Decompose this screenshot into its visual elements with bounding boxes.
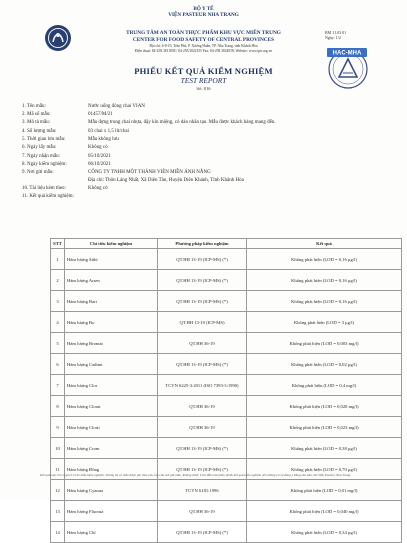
row-criteria: Hàm lượng Đồng	[65, 459, 158, 480]
row-result: Không phát hiện (LOD = 0,02 µg/l)	[247, 354, 402, 375]
row-criteria: Hàm lượng Bo	[65, 312, 158, 333]
results-table	[50, 238, 402, 543]
info-value: Địa chỉ: Thôn Láng Nhất, Xã Diên Tân, Huyện Diên Khánh, Tỉnh Khánh Hòa	[88, 178, 244, 183]
table-row	[51, 312, 402, 333]
row-criteria: Hàm lượng Fluorua	[65, 501, 158, 522]
info-line	[22, 194, 394, 200]
info-line	[22, 129, 394, 135]
report-subtitle: TEST REPORT	[180, 76, 227, 85]
row-method: QT.HH 36-19	[158, 501, 247, 522]
info-line	[22, 186, 394, 192]
header-criteria: Chỉ tiêu kiểm nghiệm	[65, 239, 158, 249]
row-method: QT.HH 13-19 (ICP-MS) (*)	[158, 270, 247, 291]
table-row	[51, 249, 402, 270]
info-line	[22, 178, 394, 184]
row-result: Không phát hiện (LOD = 0,16 µg/l)	[247, 270, 402, 291]
row-result: Không phát hiện (LOD = 0,040 mg/l)	[247, 501, 402, 522]
info-value: 05/10/2021	[88, 154, 111, 159]
row-method: QT.HH 13-19 (ICP-MS) (*)	[158, 354, 247, 375]
info-label: 6. Ngày lấy mẫu:	[22, 145, 57, 150]
row-criteria: Hàm lượng Stibi	[65, 249, 158, 270]
row-criteria: Hàm lượng Cadimi	[65, 354, 158, 375]
center-contact: Điện thoại: 84-258.3811838 / 84-258.3822355 Fax: 84-258.3824058; Website: www.ipn.org.vn	[134, 49, 273, 53]
table-row	[51, 354, 402, 375]
table-header-row	[51, 239, 402, 249]
table-row	[51, 333, 402, 354]
row-result: Không phát hiện (LOD = 0,003 mg/l)	[247, 333, 402, 354]
table-row	[51, 480, 402, 501]
info-line	[22, 104, 394, 110]
row-method: QT.HH 36-19	[158, 333, 247, 354]
header-stt: STT	[51, 239, 65, 249]
report-footnote: Kết quả này chỉ có giá trị trên mẫu kiểm nghiệm. Thông tin về mẫu được ghi theo yêu cầu của nơi gửi mẫu. Không được trích dẫn một phần phiếu kết quả kiểm nghiệm nếu không có sự đồng ý bằng văn bản của Viện Pasteur Nha Trang.	[40, 473, 352, 477]
table-row	[51, 501, 402, 522]
row-stt: 10	[51, 438, 65, 459]
info-line	[22, 112, 394, 118]
row-method: QT.HH 13-19 (ICP-MS)	[158, 312, 247, 333]
row-result: Không phát hiện (LOD = 3 µg/l)	[247, 312, 402, 333]
row-result: Không phát hiện (LOD = 0,01 mg/l)	[247, 480, 402, 501]
info-line	[22, 170, 394, 176]
row-stt: 11	[51, 459, 65, 480]
row-method: QT.HH 36-19	[158, 417, 247, 438]
row-stt: 14	[51, 522, 65, 543]
row-criteria: Hàm lượng Bari	[65, 291, 158, 312]
row-result: Không phát hiện (LOD = 0,028 mg/l)	[247, 396, 402, 417]
header-method: Phương pháp kiểm nghiệm	[158, 239, 247, 249]
row-stt: 6	[51, 354, 65, 375]
form-revision: Ngày: 1/2	[325, 35, 341, 40]
row-result: Không phát hiện (LOD = 0,16 µg/l)	[247, 291, 402, 312]
report-title: PHIẾU KẾT QUẢ KIỂM NGHIỆM	[134, 66, 273, 76]
info-label: 1. Tên mẫu:	[22, 104, 46, 109]
row-stt: 9	[51, 417, 65, 438]
row-method: TCVN 6225-3:2011 (ISO 7393-3:1990)	[158, 375, 247, 396]
report-number: Số: 816	[196, 86, 211, 91]
row-method: QT.HH 13-19 (ICP-MS) (*)	[158, 438, 247, 459]
center-name-en: CENTER FOR FOOD SAFETY OF CENTRAL PROVINCES	[132, 37, 275, 43]
row-method: QT.HH 13-19 (ICP-MS) (*)	[158, 249, 247, 270]
row-stt: 3	[51, 291, 65, 312]
row-criteria: Hàm lượng Clorat	[65, 396, 158, 417]
row-stt: 13	[51, 501, 65, 522]
row-method: QT.HH 36-19	[158, 396, 247, 417]
info-value: Không có	[88, 186, 108, 191]
table-row	[51, 396, 402, 417]
row-criteria: Hàm lượng Chì	[65, 522, 158, 543]
info-label: 2. Mã số mẫu:	[22, 112, 51, 117]
row-result: Không phát hiện (LOD = 0,38 µg/l)	[247, 438, 402, 459]
info-value: 03 chai x 1,5 lít/chai	[88, 129, 129, 134]
info-value: Mẫu đựng trong chai nhựa, đậy kín miệng, có dán nhãn tạo. Mẫu được khách hàng mang đến.	[88, 120, 276, 125]
info-line	[22, 137, 394, 143]
info-label: 8. Ngày kiểm nghiệm:	[22, 162, 67, 167]
info-value: 06/10/2021	[88, 162, 111, 167]
row-method: QT.HH 13-19 (ICP-MS) (*)	[158, 522, 247, 543]
info-label: 10. Tài liệu kèm theo:	[22, 186, 66, 191]
info-label: 9. Nơi gửi mẫu:	[22, 170, 54, 175]
table-row	[51, 438, 402, 459]
row-criteria: Hàm lượng Clor	[65, 375, 158, 396]
row-criteria: Hàm lượng Cyanua	[65, 480, 158, 501]
info-label: 3. Mô tả mẫu:	[22, 120, 51, 125]
info-label: 7. Ngày nhận mẫu:	[22, 154, 61, 159]
table-row	[51, 417, 402, 438]
row-method: TCVN 6181:1996	[158, 480, 247, 501]
info-line	[22, 145, 394, 151]
row-stt: 2	[51, 270, 65, 291]
row-method: QT.HH 13-19 (ICP-MS) (*)	[158, 291, 247, 312]
row-criteria: Hàm lượng Clorit	[65, 417, 158, 438]
row-result: Không phát hiện (LOD = 0,4 mg/l)	[247, 375, 402, 396]
info-value: Mẫu không lưu	[88, 137, 119, 142]
form-code: BM 11.03.01	[325, 30, 347, 35]
info-label: 11. Kết quả kiểm nghiệm:	[22, 194, 74, 199]
table-row	[51, 270, 402, 291]
header-result: Kết quả	[247, 239, 402, 249]
row-result: Không phát hiện (LOD = 0,70 µg/l)	[247, 459, 402, 480]
row-result: Không phát hiện (LOD = 0,023 mg/l)	[247, 417, 402, 438]
row-stt: 8	[51, 396, 65, 417]
row-result: Không phát hiện (LOD = 0,16 µg/l)	[247, 249, 402, 270]
info-label: 4. Số lượng mẫu:	[22, 129, 57, 134]
hac-badge-text: HAC-MHA	[332, 50, 362, 57]
row-stt: 5	[51, 333, 65, 354]
row-stt: 12	[51, 480, 65, 501]
info-value: CÔNG TY TNHH MỘT THÀNH VIÊN MIỀN ÁNH NẮNG	[88, 170, 211, 175]
table-row	[51, 291, 402, 312]
info-value: Không có	[88, 145, 108, 150]
info-value: 01457/M/21	[88, 112, 113, 117]
row-stt: 7	[51, 375, 65, 396]
row-stt: 1	[51, 249, 65, 270]
info-line	[22, 120, 394, 126]
info-line	[22, 154, 394, 160]
ministry-name: BỘ Y TẾ	[193, 6, 214, 12]
row-criteria: Hàm lượng Crom	[65, 438, 158, 459]
table-row	[51, 522, 402, 543]
row-criteria: Hàm lượng Bromat	[65, 333, 158, 354]
center-address: Địa chỉ: 6-8-10, Trần Phú, P. Xương Huân, TP. Nha Trang, tỉnh Khánh Hòa	[149, 44, 258, 48]
info-label: 5. Thời gian lưu mẫu:	[22, 137, 66, 142]
row-criteria: Hàm lượng Arsen	[65, 270, 158, 291]
info-value: Nước uống đóng chai VIAN	[88, 104, 145, 109]
info-line	[22, 162, 394, 168]
institute-name: VIỆN PASTEUR NHA TRANG	[168, 12, 239, 18]
row-method: QT.HH 13-19 (ICP-MS) (*)	[158, 459, 247, 480]
row-result: Không phát hiện (LOD = 0,34 µg/l)	[247, 522, 402, 543]
table-row	[51, 375, 402, 396]
center-name-vn: TRUNG TÂM AN TOÀN THỰC PHẨM KHU VỰC MIỀN TRUNG	[126, 30, 281, 36]
row-stt: 4	[51, 312, 65, 333]
